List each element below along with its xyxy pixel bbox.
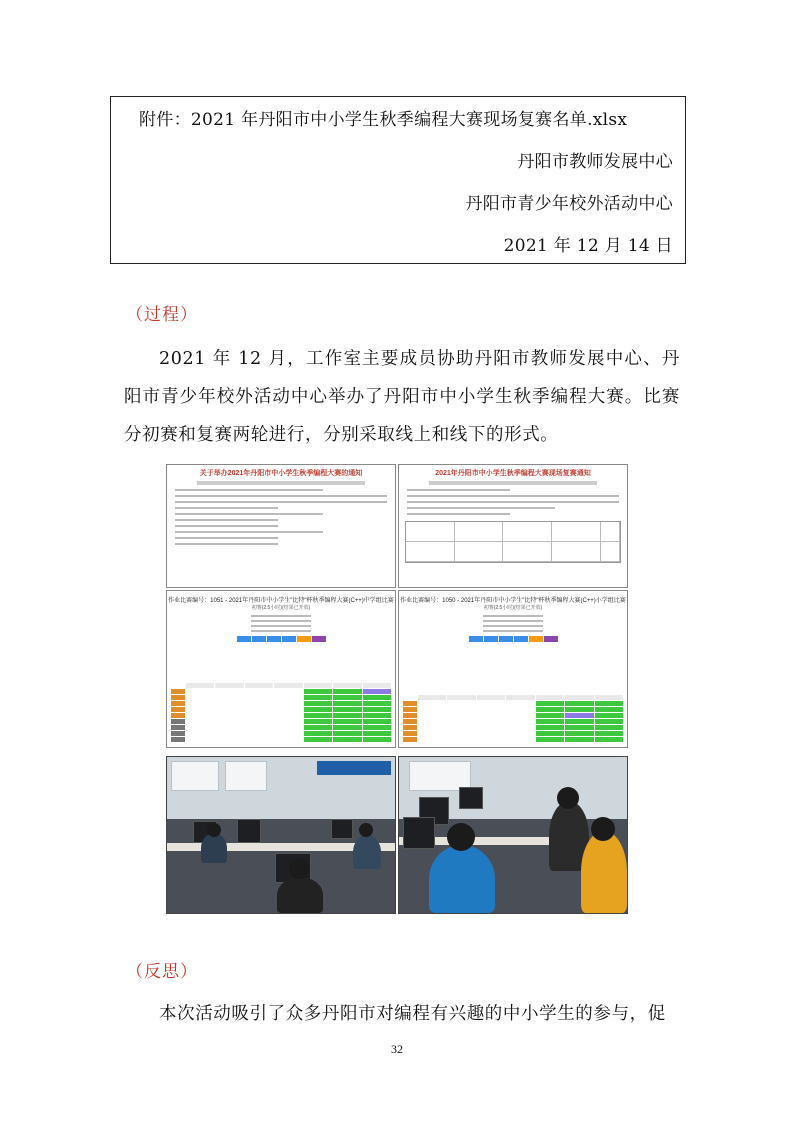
results-table (171, 683, 391, 743)
text-line (175, 537, 278, 539)
figure-primary-school-results (398, 590, 628, 748)
photo-classroom-right (398, 756, 628, 914)
process-heading: （过程） (126, 305, 198, 325)
process-paragraph: 2021 年 12 月，工作室主要成员协助丹阳市教师发展中心、丹阳市青少年校外活动中心举办了丹阳市中小学生秋季编程大赛。比赛分初赛和复赛两轮进行，分别采取线上和线下的形式。 (124, 349, 680, 445)
contest-tabs (399, 636, 627, 642)
attachment-line: 附件：2021 年丹阳市中小学生秋季编程大赛现场复赛名单.xlsx (139, 110, 628, 130)
page-number: 32 (391, 1042, 403, 1056)
text-line (175, 519, 278, 521)
contest-right-subtitle: 初赛(2.5小时)(结果已开放) (483, 605, 543, 611)
issue-date: 2021 年 12 月 14 日 (503, 236, 673, 256)
issuer-teacher-center: 丹阳市教师发展中心 (517, 152, 673, 172)
contest-right-title: 作业比赛编号：1050 - 2021年丹阳市中小学生"比特"杯秋季编程大赛(C++)小学组比赛 (400, 598, 626, 604)
text-line (407, 501, 619, 503)
doc-left-title: 关于举办2021年丹阳市中小学生秋季编程大赛的通知 (199, 470, 363, 477)
contest-info (483, 615, 543, 632)
figure-final-notice (398, 464, 628, 588)
issuer-youth-center: 丹阳市青少年校外活动中心 (465, 194, 673, 214)
attachment-box (110, 96, 686, 264)
text-line (175, 507, 278, 509)
text-line (175, 489, 323, 491)
doc-meta-line (429, 481, 597, 485)
text-line (175, 501, 387, 503)
text-line (175, 513, 323, 515)
text-line (175, 495, 387, 497)
text-line (407, 495, 619, 497)
contest-tabs (167, 636, 395, 642)
reflection-paragraph: 本次活动吸引了众多丹阳市对编程有兴趣的中小学生的参与，促 (159, 1004, 666, 1024)
text-line (407, 489, 510, 491)
doc-right-title: 2021年丹阳市中小学生秋季编程大赛现场复赛通知 (435, 470, 591, 477)
figure-contest-notice (166, 464, 396, 588)
text-line (407, 507, 555, 509)
contest-left-title: 作业比赛编号：1051 - 2021年丹阳市中小学生"比特"杯秋季编程大赛(C++)中学组比赛 (168, 598, 394, 604)
photo-classroom-left (166, 756, 396, 914)
text-line (175, 543, 278, 545)
text-line (175, 525, 278, 527)
schedule-table (405, 521, 621, 563)
text-line (407, 513, 510, 515)
results-table (403, 695, 623, 743)
doc-meta-line (197, 481, 365, 485)
contest-info (251, 615, 311, 632)
text-line (175, 531, 323, 533)
figure-middle-school-results (166, 590, 396, 748)
contest-left-subtitle: 初赛(2.5小时)(结果已开放) (251, 605, 311, 611)
reflection-heading: （反思） (126, 962, 198, 982)
